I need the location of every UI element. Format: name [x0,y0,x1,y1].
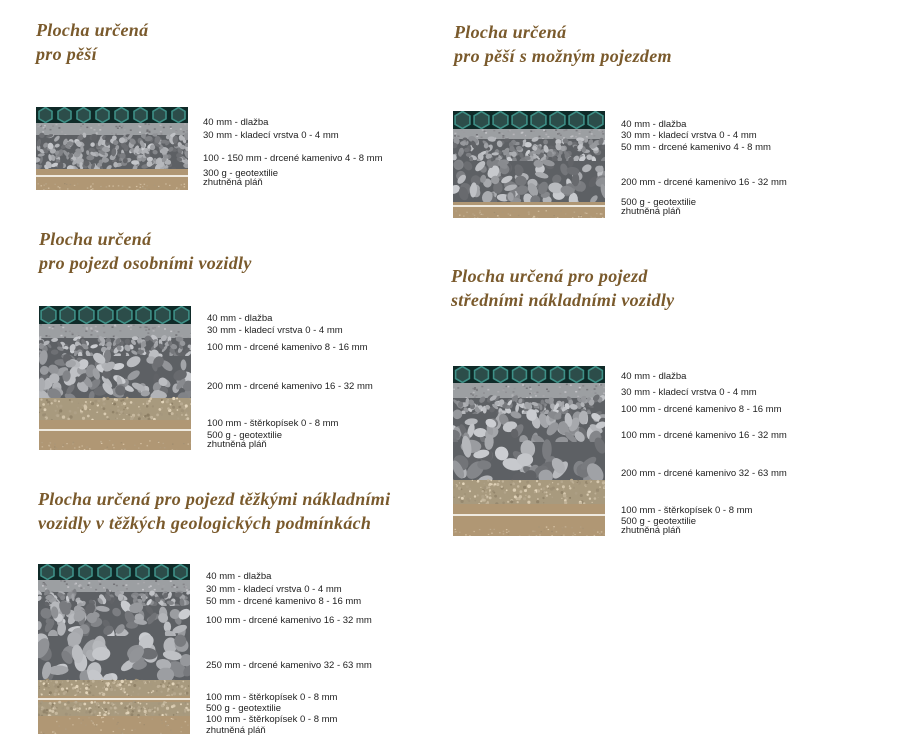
layer-label: 200 mm - drcené kamenivo 16 - 32 mm [207,381,373,392]
layer-label: 200 mm - drcené kamenivo 32 - 63 mm [621,468,787,479]
layer-kladeci [36,123,188,136]
layer-dlazba [36,107,188,123]
layer-geotex [453,504,605,526]
layer-diagram [36,107,188,190]
layer-label: 500 g - geotextilie [207,430,282,441]
layer-label: 30 mm - kladecí vrstva 0 - 4 mm [203,130,339,141]
layer-stone-s [36,132,188,173]
layer-label: 100 mm - drcené kamenivo 8 - 16 mm [207,342,368,353]
title-line-2: pro pěší s možným pojezdem [454,46,672,66]
layer-gravel [39,397,191,422]
layer-label: 50 mm - drcené kamenivo 8 - 16 mm [206,596,362,607]
layer-label: 100 mm - štěrkopísek 0 - 8 mm [207,418,339,429]
layer-dlazba [39,306,191,324]
section-title [39,227,252,275]
layer-label: zhutněná pláň [621,206,681,217]
layer-diagram [38,564,190,734]
layer-plan [453,210,605,218]
layer-label: 30 mm - kladecí vrstva 0 - 4 mm [621,387,757,398]
title-line-2: pro pěší [36,44,97,64]
layer-label: zhutněná pláň [207,439,267,450]
layer-label: 500 g - geotextilie [621,197,696,208]
layer-label: 100 mm - štěrkopísek 0 - 8 mm [206,692,338,703]
layer-plan [39,440,191,450]
layer-geotex [36,169,188,183]
layer-label: 500 g - geotextilie [206,703,281,714]
layer-gravel [453,479,605,506]
layer-geotex [39,420,191,440]
layer-gravel [38,701,190,717]
layer-cross-section [39,306,191,450]
layer-geotex [38,696,190,702]
layer-label: 30 mm - kladecí vrstva 0 - 4 mm [621,130,757,141]
layer-label: 30 mm - kladecí vrstva 0 - 4 mm [207,325,343,336]
layer-label: zhutněná pláň [206,725,266,736]
layer-dlazba [453,111,605,129]
layer-label: 250 mm - drcené kamenivo 32 - 63 mm [206,660,372,671]
title-line-1: Plocha určená pro pojezd [451,266,648,286]
title-line-2: středními nákladními vozidly [451,290,675,310]
section-title [38,487,390,535]
layer-label: zhutněná pláň [621,525,681,536]
title-line-2: pro pojezd osobními vozidly [39,253,252,273]
layer-label: 500 g - geotextilie [621,516,696,527]
title-line-1: Plocha určená [36,20,149,40]
layer-label: 30 mm - kladecí vrstva 0 - 4 mm [206,584,342,595]
layer-label: 40 mm - dlažba [621,119,687,130]
layer-diagram [39,306,191,450]
layer-diagram [453,111,605,218]
title-line-1: Plocha určená [39,229,152,249]
layer-stone-s [453,135,605,164]
layer-plan [453,526,605,536]
layer-label: 100 mm - drcené kamenivo 16 - 32 mm [206,615,372,626]
layer-label: 40 mm - dlažba [206,571,272,582]
layer-label: zhutněná pláň [203,177,263,188]
layer-label: 40 mm - dlažba [203,117,269,128]
layer-label: 40 mm - dlažba [207,313,273,324]
layer-label: 100 mm - štěrkopísek 0 - 8 mm [206,714,338,725]
title-line-2: vozidly v těžkých geologických podmínkách [38,513,372,533]
section-title [454,20,672,68]
layer-label: 100 mm - drcené kamenivo 8 - 16 mm [621,404,782,415]
layer-label: 100 mm - štěrkopísek 0 - 8 mm [621,505,753,516]
layer-stone-m [453,156,605,208]
layer-label: 100 mm - drcené kamenivo 16 - 32 mm [621,430,787,441]
layer-dlazba [453,366,605,383]
layer-cross-section [453,111,605,218]
title-line-1: Plocha určená [454,22,567,42]
layer-plan [36,183,188,190]
section-title [36,18,148,66]
layer-stone-m [39,348,191,405]
layer-cross-section [453,366,605,536]
layer-gravel [38,679,190,698]
layer-label: 100 - 150 mm - drcené kamenivo 4 - 8 mm [203,153,383,164]
layer-label: 300 g - geotextilie [203,168,278,179]
layer-cross-section [38,564,190,734]
layer-diagram [453,366,605,536]
layer-dlazba [38,564,190,580]
layer-geotex [453,202,605,210]
section-title [451,264,674,312]
layer-plan [38,716,190,734]
layer-label: 200 mm - drcené kamenivo 16 - 32 mm [621,177,787,188]
layer-cross-section [36,107,188,190]
layer-label: 40 mm - dlažba [621,371,687,382]
layer-label: 50 mm - drcené kamenivo 4 - 8 mm [621,142,771,153]
title-line-1: Plocha určená pro pojezd těžkými nákladními [38,489,391,509]
